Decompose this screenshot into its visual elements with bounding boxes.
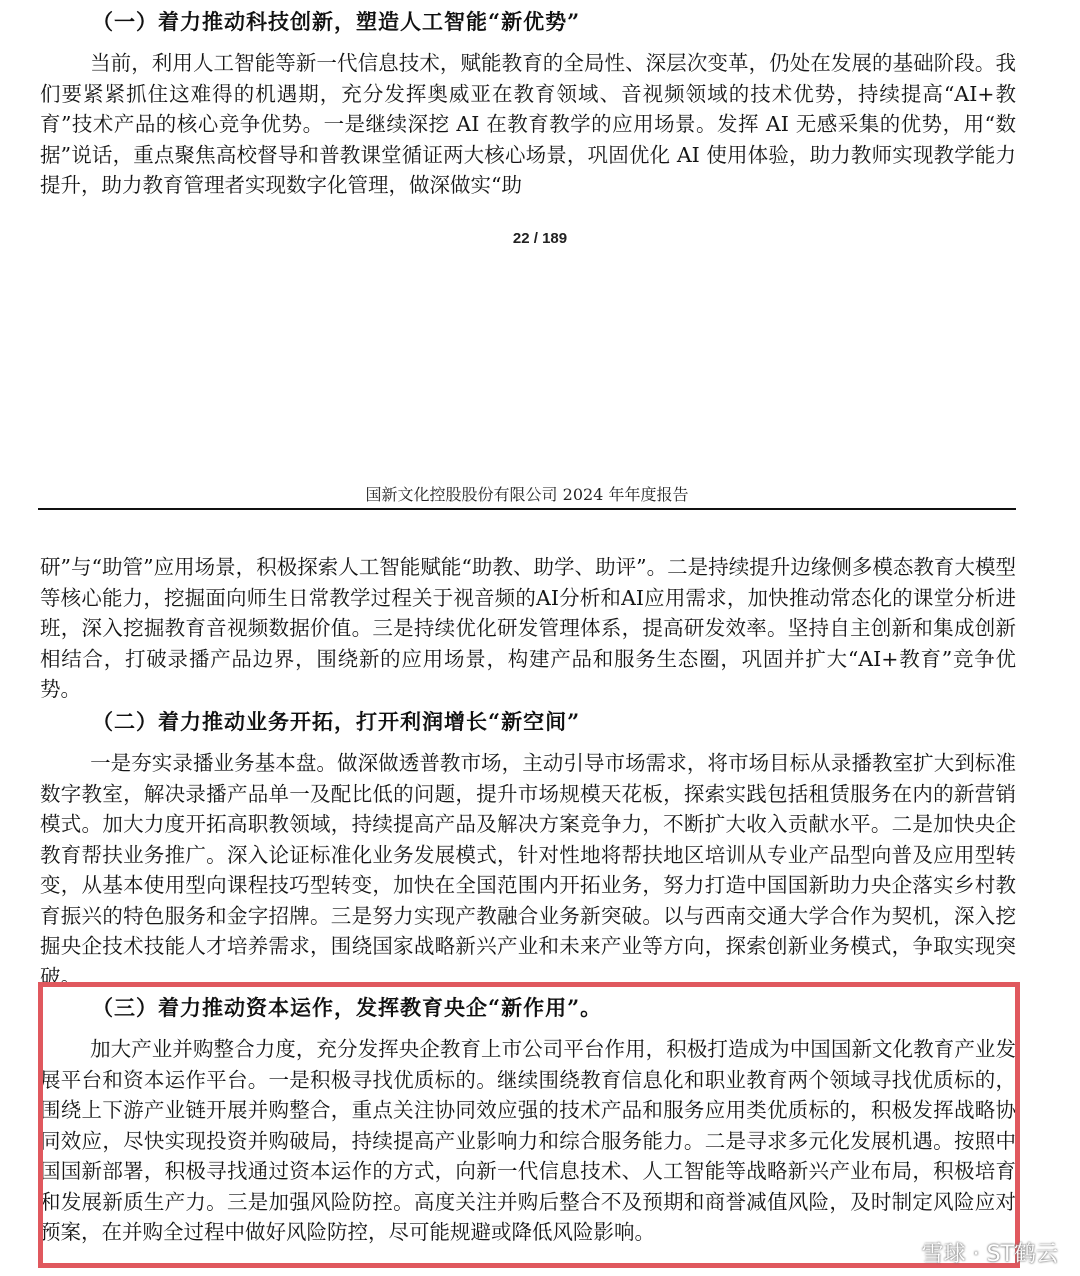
section-2-heading: （二）着力推动业务开拓，打开利润增长“新空间” xyxy=(92,709,581,734)
section-2-paragraph-text: 一是夯实录播业务基本盘。做深做透普教市场，主动引导市场需求，将市场目标从录播教室扩大到标准数字教室，解决录播产品单一及配比低的问题，提升市场规模天花板，探索实践包括租赁服务在内的新营销模式。加大力度开拓高职教领域，持续提高产品及解决方案竞争力，不断扩大收入贡献水平。二是加快央企教育帮扶业务推广。深入论证标准化业务发展模式，针对性地将帮扶地区培训从专业产品型向普及应用型转变，从基本使用型向课程技巧型转变，加快在全国范围内开拓业务，努力打造中国国新助力央企落实乡村教育振兴的特色服务和金字招牌。三是努力实现产教融合业务新突破。以与西南交通大学合作为契机，深入挖掘央企技术技能人才培养需求，围绕国家战略新兴产业和未来产业等方向，探索创新业务模式，争取实现突破。 xyxy=(40,751,1016,989)
header-divider xyxy=(38,508,1016,510)
page-number: 22 / 189 xyxy=(512,230,568,247)
section-2-paragraph xyxy=(40,748,1016,992)
section-1-paragraph-part-1 xyxy=(40,48,1016,201)
section-3-heading: （三）着力推动资本运作，发挥教育央企“新作用”。 xyxy=(92,995,603,1020)
section-3-paragraph xyxy=(40,1034,1016,1248)
watermark: 雪球 · ST鹤云 xyxy=(921,1242,1058,1267)
report-header: 国新文化控股股份有限公司 2024 年年度报告 xyxy=(365,485,689,504)
section-1-paragraph-part-1-text: 当前，利用人工智能等新一代信息技术，赋能教育的全局性、深层次变革，仍处在发展的基础阶段。我们要紧紧抓住这难得的机遇期，充分发挥奥威亚在教育领域、音视频领域的技术优势，持续提高“AI+教育”技术产品的核心竞争优势。一是继续深挖 AI 在教育教学的应用场景。发挥 AI 无感采集的优势，用“数据”说话，重点聚焦高校督导和普教课堂循证两大核心场景，巩固优化 AI 使用体验，助力教师实现教学能力提升，助力教育管理者实现数字化管理，做深做实“助 xyxy=(40,51,1016,197)
section-1-paragraph-part-2: 研”与“助管”应用场景，积极探索人工智能赋能“助教、助学、助评”。二是持续提升边缘侧多模态教育大模型等核心能力，挖掘面向师生日常教学过程关于视音频的AI分析和AI应用需求，加快推动常态化的课堂分析进班，深入挖掘教育音视频数据价值。三是持续优化研发管理体系，提高研发效率。坚持自主创新和集成创新相结合，打破录播产品边界，围绕新的应用场景，构建产品和服务生态圈，巩固并扩大“AI+教育”竞争优势。 xyxy=(40,555,1016,701)
section-3-paragraph-text: 加大产业并购整合力度，充分发挥央企教育上市公司平台作用，积极打造成为中国国新文化教育产业发展平台和资本运作平台。一是积极寻找优质标的。继续围绕教育信息化和职业教育两个领域寻找优质标的，围绕上下游产业链开展并购整合，重点关注协同效应强的技术产品和服务应用类优质标的，积极发挥战略协同效应，尽快实现投资并购破局，持续提高产业影响力和综合服务能力。二是寻求多元化发展机遇。按照中国国新部署，积极寻找通过资本运作的方式，向新一代信息技术、人工智能等战略新兴产业布局，积极培育和发展新质生产力。三是加强风险防控。高度关注并购后整合不及预期和商誉减值风险，及时制定风险应对预案，在并购全过程中做好风险防控，尽可能规避或降低风险影响。 xyxy=(40,1037,1016,1244)
section-1-heading: （一）着力推动科技创新，塑造人工智能“新优势” xyxy=(92,9,581,34)
